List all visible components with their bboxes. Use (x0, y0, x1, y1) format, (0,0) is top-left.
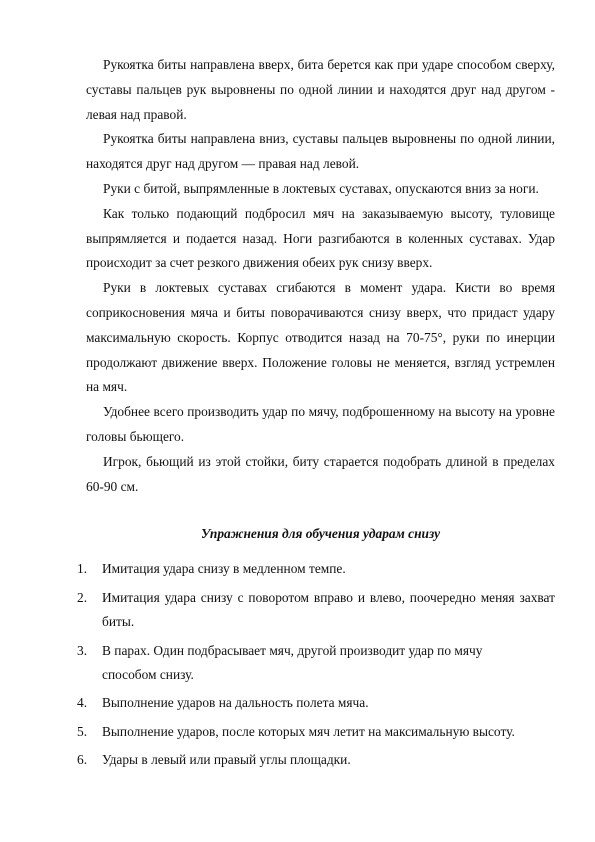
exercise-text: Имитация удара снизу с поворотом вправо и влево, поочередно меняя захват биты. (102, 589, 555, 630)
exercise-text: Выполнение ударов на дальность полета мяча. (102, 695, 369, 711)
exercise-number: 2. (77, 589, 88, 605)
section-title: Упражнения для обучения ударам снизу (200, 526, 441, 542)
exercise-item (77, 691, 555, 715)
exercise-number: 3. (77, 642, 88, 658)
exercise-text: Имитация удара снизу в медленном темпе. (102, 561, 346, 577)
exercise-text: Удары в левый или правый углы площадки. (102, 752, 351, 768)
exercise-item (77, 557, 555, 581)
paragraph-ball-height: Удобнее всего производить удар по мячу, подброшенному на высоту на уровне головы бьющего. (86, 404, 555, 444)
paragraph-grip-downward: Рукоятка биты направлена вниз, суставы пальцев выровнены по одной линии, находятся друг над другом — правая над левой. (86, 131, 555, 172)
paragraph-bat-length: Игрок, бьющий из этой стойки, биту старается подобрать длиной в пределах 60-90 см. (86, 453, 555, 494)
exercise-item (77, 586, 555, 635)
exercise-text: Выполнение ударов, после которых мяч летит на максимальную высоту. (102, 723, 515, 739)
paragraph-elbow-bend: Руки в локтевых суставах сгибаются в момент удара. Кисти во время соприкосновения мяча и биты поворачиваются снизу вверх, что придаст удару максимальную скорость. Корпус отводится назад на 70-75°, руки по инерции продолжают движение вверх. Положение головы не меняется, взгляд устремлен на мяч. (86, 280, 555, 395)
exercise-number: 6. (77, 752, 88, 768)
exercise-item (77, 748, 555, 772)
document-page (77, 53, 555, 777)
exercise-text: В парах. Один подбрасывает мяч, другой производит удар по мячу способом снизу. (102, 642, 483, 682)
exercise-item (77, 639, 555, 688)
paragraph-body-movement: Как только подающий подбросил мяч на заказываемую высоту, туловище выпрямляется и подается назад. Ноги разгибаются в коленных суставах. Удар происходит за счет резкого движения обеих рук снизу вверх. (86, 205, 555, 271)
paragraph-arms-lowered: Руки с битой, выпрямленные в локтевых суставах, опускаются вниз за ноги. (103, 180, 539, 196)
exercise-number: 1. (77, 561, 88, 577)
exercise-number: 5. (77, 723, 88, 739)
paragraph-grip-upward: Рукоятка биты направлена вверх, бита берется как при ударе способом сверху, суставы пальцев рук выровнены по одной линии и находятся друг над другом - левая над правой. (86, 57, 555, 122)
exercise-number: 4. (77, 695, 88, 711)
exercise-item (77, 720, 555, 744)
exercise-list (77, 557, 555, 772)
